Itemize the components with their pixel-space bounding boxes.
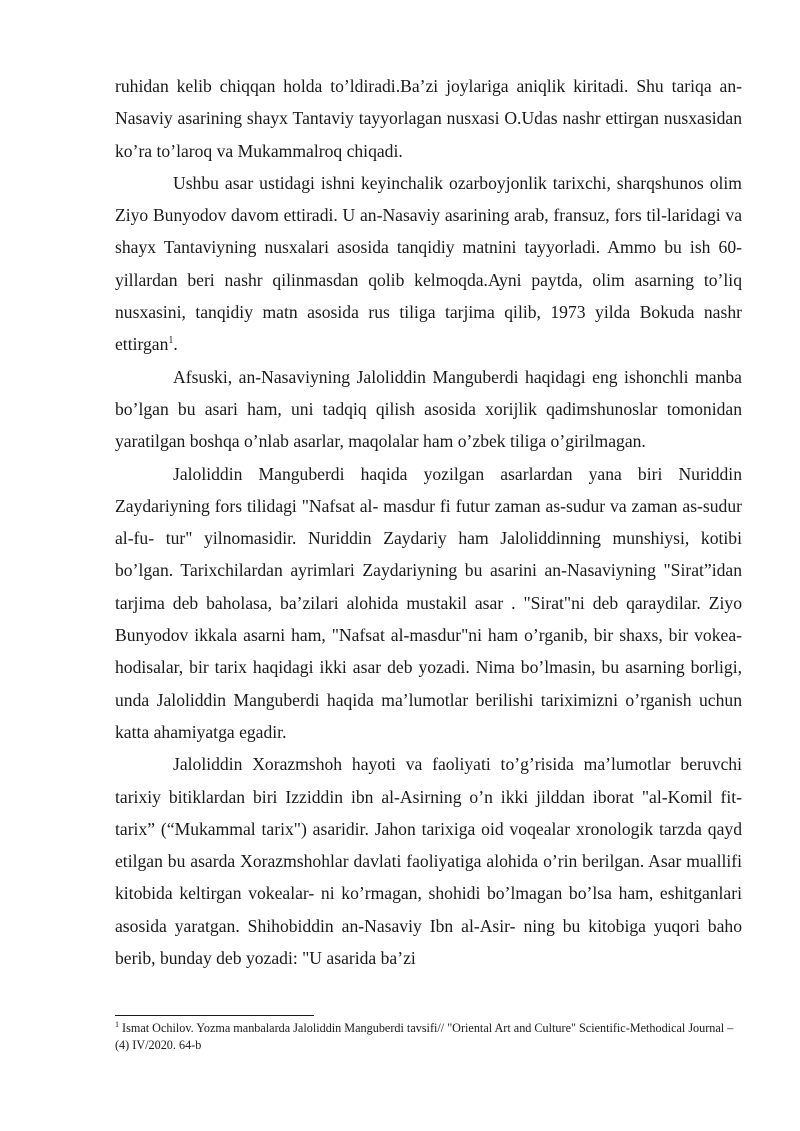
paragraph-5: Jaloliddin Xorazmshoh hayoti va faoliyati to’g’risida ma’lumotlar beruvchi tarixiy bitiklardan biri Izziddin ibn al-Asirning o’n ikki jilddan iborat "al-Komil fit-tarix” (“Mukammal tarix") asaridir. Jahon tarixiga oid voqealar xronologik tarzda qayd etilgan bu asarda Xorazmshohlar davlati faoliyatiga alohida o’rin berilgan. Asar muallifi kitobida keltirgan vokealar- ni ko’rmagan, shohidi bo’lmagan bo’lsa ham, eshitganlari asosida yaratgan. Shihobiddin an-Nasaviy Ibn al-Asir- ning bu kitobiga yuqori baho berib, bunday deb yozadi: "U asarida ba’zi xyxy=(115,754,742,969)
paragraph-3: Afsuski, an-Nasaviyning Jaloliddin Manguberdi haqidagi eng ishonchli manba bo’lgan bu asari ham, uni tadqiq qilish asosida xorijlik qadimshunoslar tomonidan yaratilgan boshqa o’nlab asarlar, maqolalar ham o’zbek tiliga o’girilmagan. xyxy=(115,366,742,452)
paragraph-2-text: Ushbu asar ustidagi ishni keyinchalik ozarboyjonlik tarixchi, sharqshunos olim Ziyo Bunyodov davom ettiradi. U an-Nasaviy asarining arab, fransuz, fors til-laridagi va shayx Tantaviyning nusxalari asosida tanqidiy matnini tayyorladi. Ammo bu ish 60-yillardan beri nashr qilinmasdan qolib kelmoqda.Ayni paytda, olim asarning to’liq nusxasini, tanqidiy matn asosida rus tiliga tarjima qilib, 1973 yilda Bokuda nashr ettirgan xyxy=(115,172,742,355)
footnote-marker: 1 xyxy=(115,1019,119,1029)
footnote xyxy=(115,1020,742,1054)
footnote-separator xyxy=(115,1015,314,1016)
paragraph-4: Jaloliddin Manguberdi haqida yozilgan asarlardan yana biri Nuriddin Zaydariyning fors tilidagi "Nafsat al- masdur fi futur zaman as-sudur va zaman as-sudur al-fu- tur" yilnomasidir. Nuriddin Zaydariy ham Jaloliddinning munshiysi, kotibi bo’lgan. Tarixchilardan ayrimlari Zaydariyning bu asarini an-Nasaviyning "Sirat”idan tarjima deb baholasa, ba’zilari alohida mustakil asar . "Sirat"ni deb qaraydilar. Ziyo Bunyodov ikkala asarni ham, "Nafsat al-masdur"ni ham o’rganib, bir shaxs, bir vokea-hodisalar, bir tarix haqidagi ikki asar deb yozadi. Nima bo’lmasin, bu asarning borligi, unda Jaloliddin Manguberdi haqida ma’lumotlar berilishi tariximizni o’rganish uchun katta ahamiyatga egadir. xyxy=(115,463,742,742)
paragraph-2-end: . xyxy=(173,334,178,355)
page-body xyxy=(115,70,742,974)
paragraph-1: ruhidan kelib chiqqan holda to’ldiradi.Ba’zi joylariga aniqlik kiritadi. Shu tariqa an-Nasaviy asarining shayx Tantaviy tayyorlagan nusxasi O.Udas nashr ettirgan nusxasidan ko’ra to’laroq va Mukammalroq chiqadi. xyxy=(115,76,742,161)
paragraph-2 xyxy=(115,167,742,361)
footnote-reference[interactable]: 1 xyxy=(168,335,174,347)
footnote-text: Ismat Ochilov. Yozma manbalarda Jaloliddin Manguberdi tavsifi// "Oriental Art and Culture" Scientific-Methodical Journal – (4) IV/2020. 64-b xyxy=(115,1021,734,1052)
